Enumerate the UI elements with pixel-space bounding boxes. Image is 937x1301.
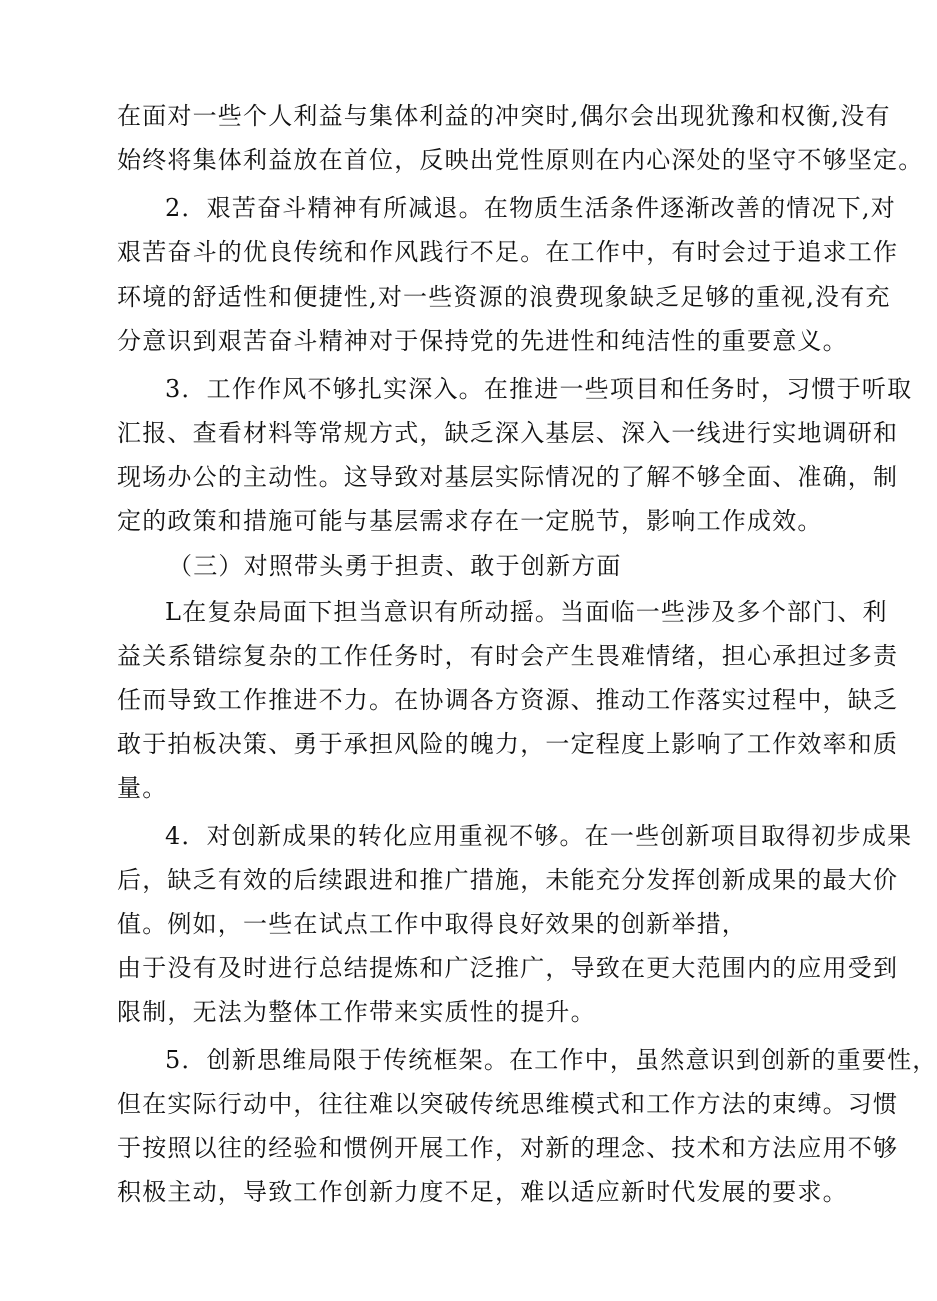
paragraph-line: 但在实际行动中，往往难以突破传统思维模式和工作方法的束缚。习惯 <box>117 1090 899 1118</box>
paragraph-line: 由于没有及时进行总结提炼和广泛推广，导致在更大范围内的应用受到 <box>117 954 899 982</box>
paragraph-line: 在面对一些个人利益与集体利益的冲突时,偶尔会出现犹豫和权衡,没有 <box>117 102 891 130</box>
paragraph-line: 现场办公的主动性。这导致对基层实际情况的了解不够全面、准确，制 <box>117 463 899 491</box>
paragraph-line: 量。 <box>117 774 168 802</box>
paragraph-line: 值。例如，一些在试点工作中取得良好效果的创新举措， <box>117 910 747 938</box>
paragraph-line: 于按照以往的经验和惯例开展工作，对新的理念、技术和方法应用不够 <box>117 1134 899 1162</box>
paragraph-line: 益关系错综复杂的工作任务时，有时会产生畏难情绪，担心承担过多责 <box>117 642 899 670</box>
paragraph-line: 敢于拍板决策、勇于承担风险的魄力，一定程度上影响了工作效率和质 <box>117 730 899 758</box>
paragraph-line: 始终将集体利益放在首位，反映出党性原则在内心深处的坚守不够坚定。 <box>117 146 924 174</box>
paragraph-line: 汇报、查看材料等常规方式，缺乏深入基层、深入一线进行实地调研和 <box>117 419 899 447</box>
paragraph-line: 4．对创新成果的转化应用重视不够。在一些创新项目取得初步成果 <box>165 822 913 850</box>
paragraph-line: 任而导致工作推进不力。在协调各方资源、推动工作落实过程中，缺乏 <box>117 686 899 714</box>
paragraph-line: L在复杂局面下担当意识有所动摇。当面临一些涉及多个部门、利 <box>165 598 888 626</box>
paragraph-line: 限制，无法为整体工作带来实质性的提升。 <box>117 998 596 1026</box>
paragraph-line: 定的政策和措施可能与基层需求存在一定脱节，影响工作成效。 <box>117 507 823 535</box>
paragraph-line: 2．艰苦奋斗精神有所减退。在物质生活条件逐渐改善的情况下,对 <box>165 194 896 222</box>
section-heading: （三）对照带头勇于担责、敢于创新方面 <box>168 552 622 580</box>
paragraph-line: 积极主动，导致工作创新力度不足，难以适应新时代发展的要求。 <box>117 1178 848 1206</box>
paragraph-line: 艰苦奋斗的优良传统和作风践行不足。在工作中，有时会过于追求工作 <box>117 238 899 266</box>
paragraph-line: 分意识到艰苦奋斗精神对于保持党的先进性和纯洁性的重要意义。 <box>117 327 848 355</box>
paragraph-line: 5．创新思维局限于传统框架。在工作中，虽然意识到创新的重要性， <box>165 1046 937 1074</box>
paragraph-line: 后，缺乏有效的后续跟进和推广措施，未能充分发挥创新成果的最大价 <box>117 866 899 894</box>
paragraph-line: 环境的舒适性和便捷性,对一些资源的浪费现象缺乏足够的重视,没有充 <box>117 283 891 311</box>
paragraph-line: 3．工作作风不够扎实深入。在推进一些项目和任务时，习惯于听取 <box>165 375 913 403</box>
